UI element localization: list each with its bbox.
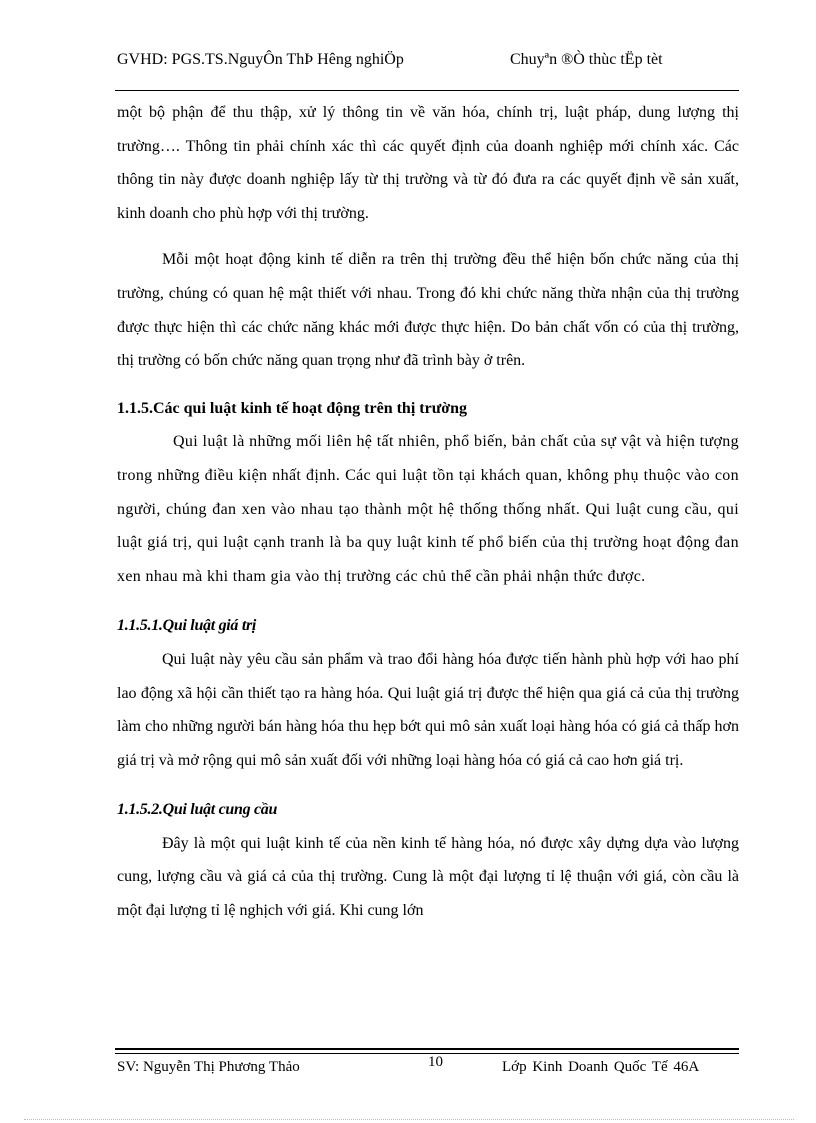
footer-rule-thick (115, 1048, 739, 1050)
paragraph-value-law: Qui luật này yêu cầu sản phẩm và trao đổi hàng hóa được tiến hành phù hợp với hao phí lao động xã hội cần thiết tạo ra hàng hóa. Qui luật giá trị được thể hiện qua giá cả của thị trường làm cho những người bán hàng hóa thu hẹp bớt qui mô sản xuất loại hàng hóa có giá cả thấp hơn giá trị và mở rộng qui mô sản xuất đối với những loại hàng hóa có giá cả cao hơn giá trị. (117, 650, 739, 769)
paragraph-market-functions: Mỗi một hoạt động kinh tế diễn ra trên thị trường đều thể hiện bốn chức năng của thị trường, chúng có quan hệ mật thiết với nhau. Trong đó khi chức năng thừa nhận của thị trường được thực hiện thì các chức năng khác mới được thực hiện. Do bản chất vốn có của thị trường, thị trường có bốn chức năng quan trọng như đã trình bày ở trên. (117, 251, 739, 370)
subsection-heading-value-law: 1.1.5.1.Qui luật giá trị (117, 617, 257, 635)
paragraph-economic-laws: Qui luật là những mối liên hệ tất nhiên, phổ biến, bản chất của sự vật và hiện tượng trong những điều kiện nhất định. Các qui luật tồn tại khách quan, không phụ thuộc vào con người, chúng đan xen vào nhau tạo thành một hệ thống thống nhất. Qui luật cung cầu, qui luật giá trị, qui luật cạnh tranh là ba quy luật kinh tế phổ biến của thị trường hoạt động đan xen nhau mà khi tham gia vào thị trường các chủ thể cần phải nhận thức được. (117, 433, 739, 585)
footer-rule-thin (115, 1053, 739, 1054)
header-rule (115, 90, 739, 91)
paragraph-supply-demand: Đây là một qui luật kinh tế của nền kinh tế hàng hóa, nó được xây dựng dựa vào lượng cung, lượng cầu và giá cả của thị trường. Cung là một đại lượng tỉ lệ thuận với giá, còn cầu là một đại lượng tỉ lệ nghịch với giá. Khi cung lớn (117, 834, 739, 920)
page-body (117, 96, 739, 928)
page-number: 10 (428, 1054, 443, 1070)
header-report-title: Chuyªn ®Ò thùc tËp tèt (510, 51, 663, 68)
paragraph-info-function: một bộ phận để thu thập, xử lý thông tin về văn hóa, chính trị, luật pháp, dung lượng thị trường…. Thông tin phải chính xác thì các quyết định của doanh nghiệp mới chính xác. Các thông tin này được doanh nghiệp lấy từ thị trường và từ đó đưa ra các quyết định về sản xuất, kinh doanh cho phù hợp với thị trường. (117, 104, 739, 222)
subsection-heading-supply-demand: 1.1.5.2.Qui luật cung cầu (117, 801, 278, 819)
footer-class: Lớp Kinh Doanh Quốc Tế 46A (502, 1059, 700, 1075)
footer-student: SV: Nguyễn Thị Phương Thảo (117, 1059, 300, 1075)
page-edge-divider (24, 1119, 794, 1120)
section-heading-1-1-5: 1.1.5.Các qui luật kinh tế hoạt động trên thị trường (117, 399, 468, 417)
header-advisor: GVHD: PGS.TS.NguyÔn ThÞ Hêng nghiÖp (117, 51, 404, 68)
